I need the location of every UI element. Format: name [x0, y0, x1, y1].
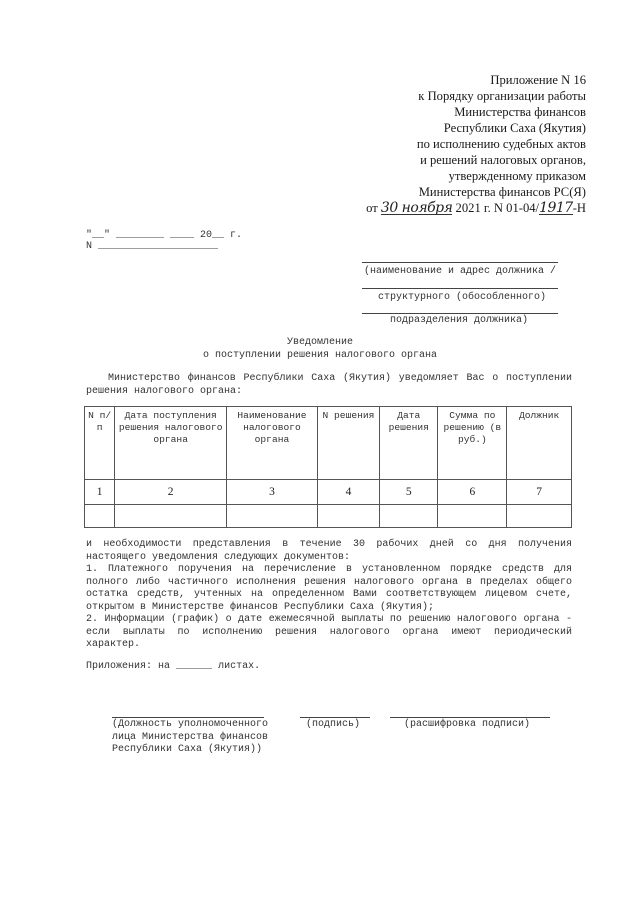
signature-position-caption: (Должность уполномоченного лица Министерства финансов Республики Саха (Якутия))	[112, 719, 269, 755]
appendix-line: утвержденному приказом	[448, 169, 586, 183]
tax-decision-table	[84, 406, 572, 528]
table-cell	[227, 505, 318, 528]
date-field-line: "__" ________ ____ 20__ г.	[86, 230, 243, 241]
appendix-line: Приложение N 16	[490, 73, 586, 87]
appendix-line: Республики Саха (Якутия)	[443, 121, 586, 135]
table-column-number: 4	[317, 480, 379, 505]
order-number-text: 2021 г. N 01-04/	[455, 201, 540, 215]
table-header-cell: Дата поступления решения налогового органа	[115, 407, 227, 480]
appendix-line: по исполнению судебных актов	[416, 137, 586, 151]
table-column-number: 7	[507, 480, 572, 505]
table-header-cell: N решения	[317, 407, 379, 480]
body-paragraph-2: 1. Платежного поручения на перечисление в установленном порядке средств для полного либо частичного исполнения решения налогового органа в пределах общего остатка средств, учтенных на определенном Вами соответствующем лицевом счете, открытом в Министерстве финансов Республики Саха (Якутия);	[86, 564, 572, 613]
signature-sign-underline	[300, 717, 370, 718]
table-header-cell: Дата решения	[380, 407, 438, 480]
table-cell	[317, 505, 379, 528]
signature-decode-caption: (расшифровка подписи)	[404, 719, 531, 730]
notice-subtitle: о поступлении решения налогового органа	[202, 350, 438, 361]
signature-position-underline	[112, 717, 264, 718]
table-cell	[115, 505, 227, 528]
appendix-line: и решений налоговых органов,	[420, 153, 586, 167]
attachments-line	[86, 660, 260, 673]
date-prefix: от	[366, 201, 378, 215]
addressee-line-1: (наименование и адрес должника /	[364, 266, 557, 277]
table-cell	[438, 505, 507, 528]
appendix-order-date-line	[286, 200, 586, 216]
attachments-blank: ______	[176, 661, 213, 672]
table-header-cell: Наименование налогового органа	[227, 407, 318, 480]
table-header-row	[85, 407, 572, 480]
table-column-number: 5	[380, 480, 438, 505]
number-field-line: N ____________________	[86, 241, 219, 252]
table-header-cell: Сумма по решению (в руб.)	[438, 407, 507, 480]
attachments-suffix: листах.	[218, 661, 261, 672]
addressee-underline	[362, 262, 558, 263]
table-column-number: 1	[85, 480, 115, 505]
addressee-line-3: подразделения должника)	[390, 315, 529, 326]
table-header-cell: N п/п	[85, 407, 115, 480]
appendix-line: Министерства финансов РС(Я)	[418, 185, 586, 199]
table-cell	[507, 505, 572, 528]
table-cell	[380, 505, 438, 528]
appendix-header	[286, 72, 586, 216]
signature-sign-caption: (подпись)	[306, 719, 361, 730]
appendix-line: к Порядку организации работы	[418, 89, 586, 103]
appendix-line: Министерства финансов	[454, 105, 586, 119]
table-column-number: 3	[227, 480, 318, 505]
body-paragraph-1: и необходимости представления в течение 30 рабочих дней со дня получения настоящего уведомления следующих документов:	[86, 539, 572, 563]
handwritten-date: 30 ноября	[380, 200, 453, 216]
addressee-underline	[362, 288, 558, 289]
table-header-cell: Должник	[507, 407, 572, 480]
order-number-suffix: -Н	[572, 201, 586, 215]
table-cell	[85, 505, 115, 528]
addressee-line-2: структурного (обособленного)	[378, 292, 547, 303]
signature-decode-underline	[390, 717, 550, 718]
table-row	[85, 505, 572, 528]
attachments-prefix: Приложения: на	[86, 661, 171, 672]
intro-paragraph: Министерство финансов Республики Саха (Якутия) уведомляет Вас о поступлении решения налогового органа:	[86, 373, 572, 397]
table-column-number: 6	[438, 480, 507, 505]
body-paragraph-3: 2. Информации (график) о дате ежемесячной выплаты по решению налогового органа - если выплаты по исполнению решения налогового органа имеют периодический характер.	[86, 614, 572, 650]
table-column-number: 2	[115, 480, 227, 505]
table-number-row	[85, 480, 572, 505]
notice-title: Уведомление	[286, 337, 353, 348]
handwritten-order-number: 1917	[539, 200, 573, 216]
